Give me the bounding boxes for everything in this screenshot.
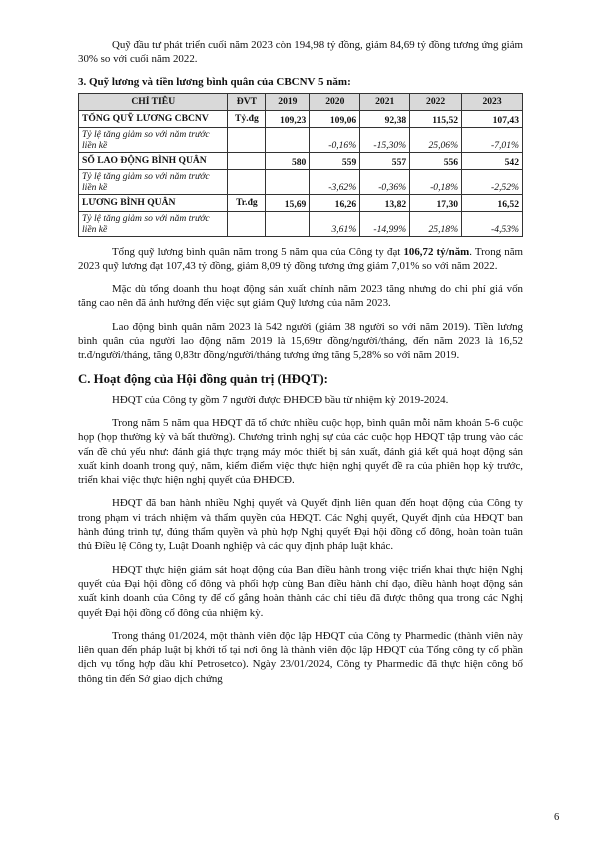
cell-value: 13,82 [360,194,410,211]
cell-value: 3,61% [310,211,360,236]
fund-paragraph: Quỹ đầu tư phát triển cuối năm 2023 còn 194,98 tỷ đồng, giảm 84,69 tỷ đồng tương ứng giảm 30% so với cuối năm 2022. [78,39,523,66]
row-label: TỔNG QUỸ LƯƠNG CBCNV [79,110,228,127]
cell-value: 15,69 [266,194,310,211]
cell-value: 25,06% [410,127,462,152]
table-row [79,110,523,127]
row-unit [228,127,266,152]
header-cell: 2023 [462,93,523,110]
table-row [79,152,523,169]
row-unit [228,152,266,169]
row-label: Tỷ lệ tăng giảm so với năm trước liền kề [79,169,228,194]
cell-value [266,169,310,194]
emphasis-text: 106,72 tỷ/năm [403,245,470,258]
board-resolutions-paragraph: HĐQT đã ban hành nhiều Nghị quyết và Quyết định liên quan đến hoạt động của Công ty trong phạm vi trách nhiệm và thẩm quyền của HĐQT. Các Nghị quyết, Quyết định của HĐQT ban hành đúng trình tự, đúng thẩm quyền và phù hợp Nghị quyết Đại hội đồng cổ đông, hoàn toàn tuân thủ Điều lệ Công ty, Luật Doanh nghiệp và các quy định pháp luật khác. [78,497,523,553]
cell-value: -2,52% [462,169,523,194]
cell-value: 559 [310,152,360,169]
cell-value: 109,23 [266,110,310,127]
board-supervision-paragraph: HĐQT thực hiện giám sát hoạt động của Ban điều hành trong việc triển khai thực hiện Nghị quyết của Đại hội đồng cổ đông và phối hợp cùng Ban điều hành chỉ đạo, điều hành hoạt động sản xuất kinh doanh của Công ty để cố gắng hoàn thành các chỉ tiêu đã được thông qua trong các Nghị quyết Đại hội đồng cổ đông của nhiệm kỳ. [78,563,523,619]
text-run: . Trong năm 2023 quỹ lương đạt 107,43 tỷ đồng, giảm 8,09 tỷ đồng tương ứng giảm 7,01% so với năm 2022. [78,245,523,272]
cell-value [266,211,310,236]
row-unit [228,169,266,194]
cell-value: 556 [410,152,462,169]
header-cell: ĐVT [228,93,266,110]
table-row [79,127,523,152]
cell-value: 16,26 [310,194,360,211]
section-3-heading: 3. Quỹ lương và tiền lương bình quân của CBCNV 5 năm: [78,75,351,88]
cell-value: 107,43 [462,110,523,127]
independent-member-paragraph: Trong tháng 01/2024, một thành viên độc lập HĐQT của Công ty Pharmedic (thành viên này liên quan đến pháp luật bị khởi tố tại nơi ông là thành viên độc lập HĐQT của Tổng công ty cổ phần dịch vụ tổng hợp dầu khí Petrosetco). Ngày 23/01/2024, Công ty Pharmedic đã thực hiện công bố thông tin đến Sở giao dịch chứng [78,629,523,685]
table-row [79,169,523,194]
header-cell: CHỈ TIÊU [79,93,228,110]
page-number: 6 [554,812,560,823]
cell-value: -0,18% [410,169,462,194]
cell-value: 115,52 [410,110,462,127]
cell-value: -0,16% [310,127,360,152]
row-unit: Tỷ.đg [228,110,266,127]
row-label: SỐ LAO ĐỘNG BÌNH QUÂN [79,152,228,169]
salary-fund-paragraph [78,245,523,274]
cell-value [266,127,310,152]
cell-value: 16,52 [462,194,523,211]
salary-table [78,93,523,237]
cell-value: 25,18% [410,211,462,236]
cell-value: -0,36% [360,169,410,194]
labor-paragraph: Lao động bình quân năm 2023 là 542 người (giảm 38 người so với năm 2019). Tiền lương bình quân của người lao động năm 2019 là 15,69tr đồng/người/tháng, đến năm 2023 là 16,52 tr.đ/người/tháng, tăng 0,83tr đồng/người/tháng tương ứng tăng 5,28% so với năm 2019. [78,320,523,362]
cell-value: 580 [266,152,310,169]
table-row [79,194,523,211]
row-label: LƯƠNG BÌNH QUÂN [79,194,228,211]
row-label: Tỷ lệ tăng giảm so với năm trước liền kề [79,211,228,236]
section-c-heading: C. Hoạt động của Hội đồng quản trị (HĐQT): [78,371,328,386]
cell-value: 92,38 [360,110,410,127]
cell-value: 557 [360,152,410,169]
cell-value: 17,30 [410,194,462,211]
table-row [79,211,523,236]
cell-value: -14,99% [360,211,410,236]
cell-value: -15,30% [360,127,410,152]
cell-value: -4,53% [462,211,523,236]
cell-value: -7,01% [462,127,523,152]
header-cell: 2022 [410,93,462,110]
board-meetings-paragraph: Trong năm 5 năm qua HĐQT đã tổ chức nhiều cuộc họp, bình quân mỗi năm khoản 5-6 cuộc họp (họp thường kỳ và bất thường). Chương trình nghị sự của các cuộc họp HĐQT tập trung vào các vấn đề chủ yếu như: đánh giá thực trạng máy móc thiết bị sản xuất, đánh giá kết quả hoạt động sản xuất kinh doanh trong quý, năm, kiểm điểm việc thực hiện nghị quyết đề ra của phiên họp kỳ trước, triển khai việc thực hiện nghị quyết của ĐHĐCĐ. [78,416,523,487]
row-label: Tỷ lệ tăng giảm so với năm trước liền kề [79,127,228,152]
row-unit [228,211,266,236]
header-cell: 2021 [360,93,410,110]
row-unit: Tr.đg [228,194,266,211]
table-header-row [79,93,523,110]
header-cell: 2019 [266,93,310,110]
cell-value: 542 [462,152,523,169]
cell-value: 109,06 [310,110,360,127]
cell-value: -3,62% [310,169,360,194]
revenue-paragraph: Mặc dù tổng doanh thu hoạt động sản xuất chính năm 2023 tăng nhưng do chi phí giá vốn tăng cao nên đã ảnh hưởng đến việc sụt giảm Quỹ lương của năm 2023. [78,283,523,310]
board-members-paragraph: HĐQT của Công ty gồm 7 người được ĐHĐCĐ bầu từ nhiệm kỳ 2019-2024. [112,393,449,406]
header-cell: 2020 [310,93,360,110]
text-run: Tổng quỹ lương bình quân năm trong 5 năm qua của Công ty đạt [112,245,404,258]
document-page [78,38,523,686]
